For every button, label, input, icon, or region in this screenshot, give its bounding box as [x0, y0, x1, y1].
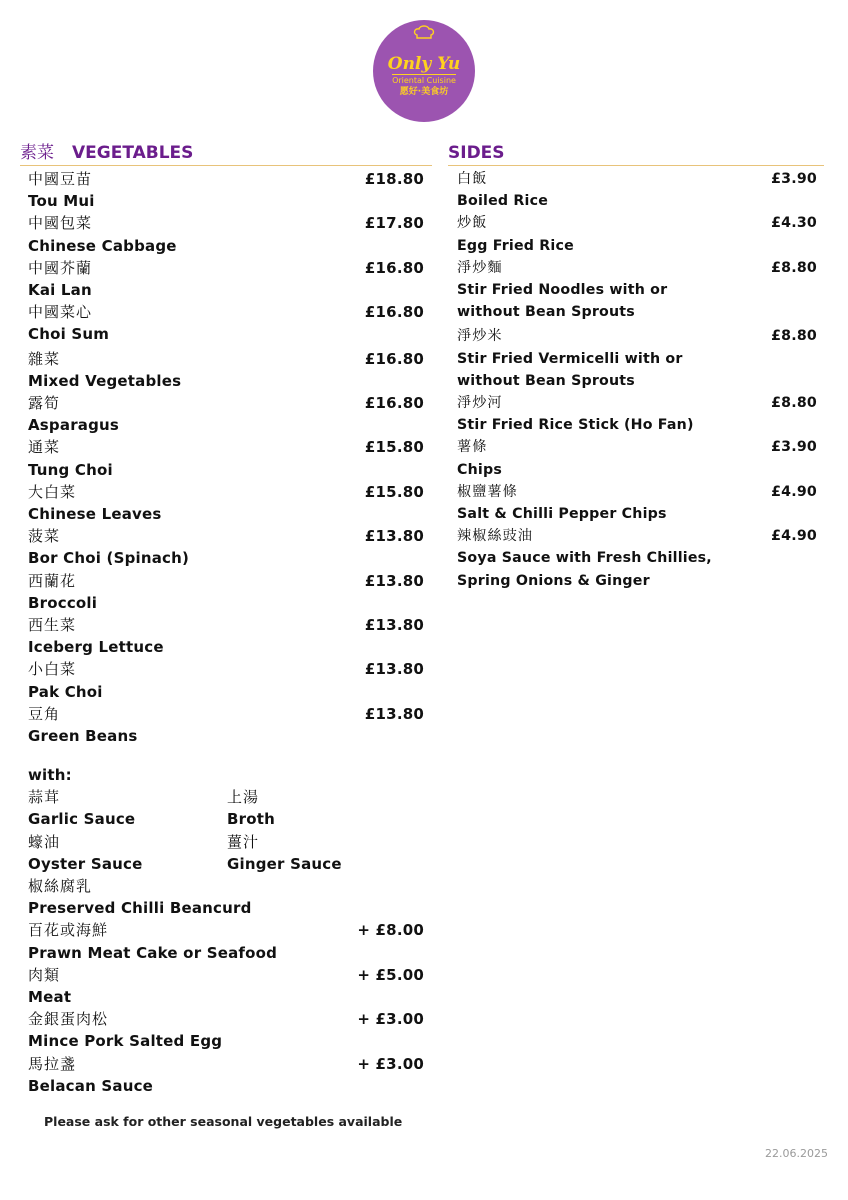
item-name-cn: 淨炒麵	[457, 259, 503, 276]
item-name-en: Chinese Cabbage	[28, 236, 177, 255]
item-name-en: Stir Fried Rice Stick (Ho Fan)	[457, 417, 694, 434]
item-price: £13.80	[364, 571, 424, 590]
item-name-en: Chinese Leaves	[28, 505, 162, 524]
extra-item	[28, 1008, 424, 1052]
extra-name-en: Belacan Sauce	[28, 1076, 154, 1095]
item-name-cn: 辣椒絲豉油	[457, 528, 533, 545]
menu-item	[28, 348, 424, 392]
menu-date: 22.06.2025	[765, 1147, 828, 1160]
menu-item	[457, 481, 817, 525]
item-price: £4.90	[771, 528, 817, 545]
menu-item	[28, 168, 424, 212]
menu-item	[28, 658, 424, 702]
menu-item	[28, 703, 424, 747]
extra-price: + £3.00	[357, 1010, 424, 1029]
item-price: £3.90	[771, 439, 817, 456]
item-name-en: Soya Sauce with Fresh Chillies,	[457, 550, 712, 567]
menu-item	[28, 525, 424, 569]
item-name-en: Stir Fried Noodles with or	[457, 282, 668, 299]
item-price: £15.80	[364, 438, 424, 457]
extra-name-en: Mince Pork Salted Egg	[28, 1032, 223, 1051]
logo-chinese: 愿好·美食坊	[399, 86, 449, 97]
extra-name-cn: 金銀蛋肉松	[28, 1010, 109, 1029]
chef-hat-icon	[413, 24, 435, 40]
item-name-cn: 西蘭花	[28, 571, 77, 590]
item-price: £16.80	[364, 303, 424, 322]
restaurant-logo	[373, 20, 475, 122]
sides-heading	[448, 143, 824, 166]
sauce-name-cn: 蠔油	[28, 832, 61, 851]
menu-item	[457, 212, 817, 256]
menu-item	[28, 257, 424, 301]
item-name-en: Broccoli	[28, 593, 98, 612]
item-name-cn: 大白菜	[28, 482, 77, 501]
item-name-en: Stir Fried Vermicelli with or	[457, 350, 683, 367]
item-price: £4.90	[771, 483, 817, 500]
item-price: £16.80	[364, 349, 424, 368]
menu-item	[28, 301, 424, 345]
item-name-en: Boiled Rice	[457, 193, 549, 210]
logo-subtitle: Oriental Cuisine	[392, 75, 456, 85]
sides-list	[457, 168, 817, 592]
vegetables-heading	[20, 143, 432, 166]
item-price: £13.80	[364, 616, 424, 635]
item-name-en: Salt & Chilli Pepper Chips	[457, 506, 667, 523]
menu-item	[28, 436, 424, 480]
sides-heading-en: SIDES	[448, 143, 505, 163]
item-price: £13.80	[364, 527, 424, 546]
item-name-en: Iceberg Lettuce	[28, 638, 164, 657]
item-name-en: Kai Lan	[28, 281, 92, 300]
menu-item	[28, 570, 424, 614]
item-name-en: Bor Choi (Spinach)	[28, 549, 190, 568]
menu-item	[457, 168, 817, 212]
item-name-cn: 椒鹽薯條	[457, 483, 518, 500]
extra-price: + £3.00	[357, 1054, 424, 1073]
item-name-en: without Bean Sprouts	[457, 304, 635, 321]
item-name-cn: 淨炒河	[457, 395, 503, 412]
item-price: £4.30	[771, 215, 817, 232]
sauce-name-en: Oyster Sauce	[28, 854, 143, 873]
vegetables-heading-en: VEGETABLES	[72, 143, 194, 163]
menu-item	[457, 392, 817, 436]
extra-item	[28, 964, 424, 1008]
item-name-en: Spring Onions & Ginger	[457, 572, 650, 589]
item-name-en: Green Beans	[28, 727, 138, 746]
item-price: £8.80	[771, 259, 817, 276]
item-name-en: Tung Choi	[28, 460, 113, 479]
menu-item	[28, 481, 424, 525]
item-price: £16.80	[364, 394, 424, 413]
item-name-cn: 淨炒米	[457, 328, 503, 345]
item-name-cn: 菠菜	[28, 527, 61, 546]
sauce-name-cn: 蒜茸	[28, 788, 61, 807]
sauce-name-cn: 薑汁	[227, 832, 260, 851]
item-name-cn: 豆角	[28, 704, 61, 723]
extra-price: + £5.00	[357, 965, 424, 984]
menu-item	[457, 325, 817, 392]
item-name-en: Asparagus	[28, 416, 120, 435]
sauce-name-cn: 椒絲腐乳	[28, 877, 93, 896]
item-price: £8.80	[771, 395, 817, 412]
item-price: £18.80	[364, 170, 424, 188]
item-price: £16.80	[364, 258, 424, 277]
sauce-name-cn: 上湯	[227, 788, 260, 807]
item-name-cn: 露筍	[28, 394, 61, 413]
item-name-cn: 中國芥蘭	[28, 258, 93, 277]
item-name-cn: 中國豆苗	[28, 170, 93, 188]
item-price: £13.80	[364, 704, 424, 723]
sauce-name-en: Preserved Chilli Beancurd	[28, 899, 252, 918]
extra-name-en: Meat	[28, 988, 72, 1007]
extra-item	[28, 919, 424, 963]
item-name-en: without Bean Sprouts	[457, 372, 635, 389]
logo-name: Only Yu	[387, 53, 461, 74]
extra-name-cn: 百花或海鮮	[28, 921, 109, 940]
item-price: £17.80	[364, 214, 424, 233]
options-section	[28, 764, 424, 1097]
item-price: £15.80	[364, 482, 424, 501]
item-name-cn: 炒飯	[457, 215, 488, 232]
menu-item	[28, 212, 424, 256]
item-price: £13.80	[364, 660, 424, 679]
sauce-name-en: Broth	[227, 810, 275, 829]
item-name-en: Mixed Vegetables	[28, 371, 182, 390]
vegetables-list	[28, 168, 424, 747]
item-name-en: Choi Sum	[28, 325, 110, 344]
item-name-cn: 雜菜	[28, 349, 61, 368]
footer-note: Please ask for other seasonal vegetables available	[44, 1114, 403, 1129]
menu-item	[457, 257, 817, 324]
item-name-en: Egg Fried Rice	[457, 237, 574, 254]
item-name-cn: 中國包菜	[28, 214, 93, 233]
extra-name-en: Prawn Meat Cake or Seafood	[28, 943, 278, 962]
item-name-cn: 白飯	[457, 171, 488, 187]
item-name-cn: 薯條	[457, 439, 488, 456]
item-name-en: Chips	[457, 461, 502, 478]
menu-item	[28, 614, 424, 658]
vegetables-heading-cn: 素菜	[20, 143, 54, 163]
sauce-name-en: Garlic Sauce	[28, 810, 136, 829]
item-name-cn: 西生菜	[28, 616, 77, 635]
item-name-cn: 小白菜	[28, 660, 77, 679]
menu-item	[457, 436, 817, 480]
item-name-en: Tou Mui	[28, 192, 95, 211]
with-label: with:	[28, 766, 72, 784]
extra-name-cn: 肉類	[28, 965, 61, 984]
item-name-en: Pak Choi	[28, 682, 103, 701]
sauce-name-en: Ginger Sauce	[227, 854, 342, 873]
item-price: £8.80	[771, 328, 817, 345]
extra-name-cn: 馬拉盞	[28, 1054, 77, 1073]
item-name-cn: 通菜	[28, 438, 61, 457]
extra-item	[28, 1053, 424, 1097]
extra-price: + £8.00	[357, 921, 424, 940]
menu-item	[28, 392, 424, 436]
menu-item	[457, 525, 817, 592]
item-price: £3.90	[771, 171, 817, 187]
item-name-cn: 中國菜心	[28, 303, 93, 322]
